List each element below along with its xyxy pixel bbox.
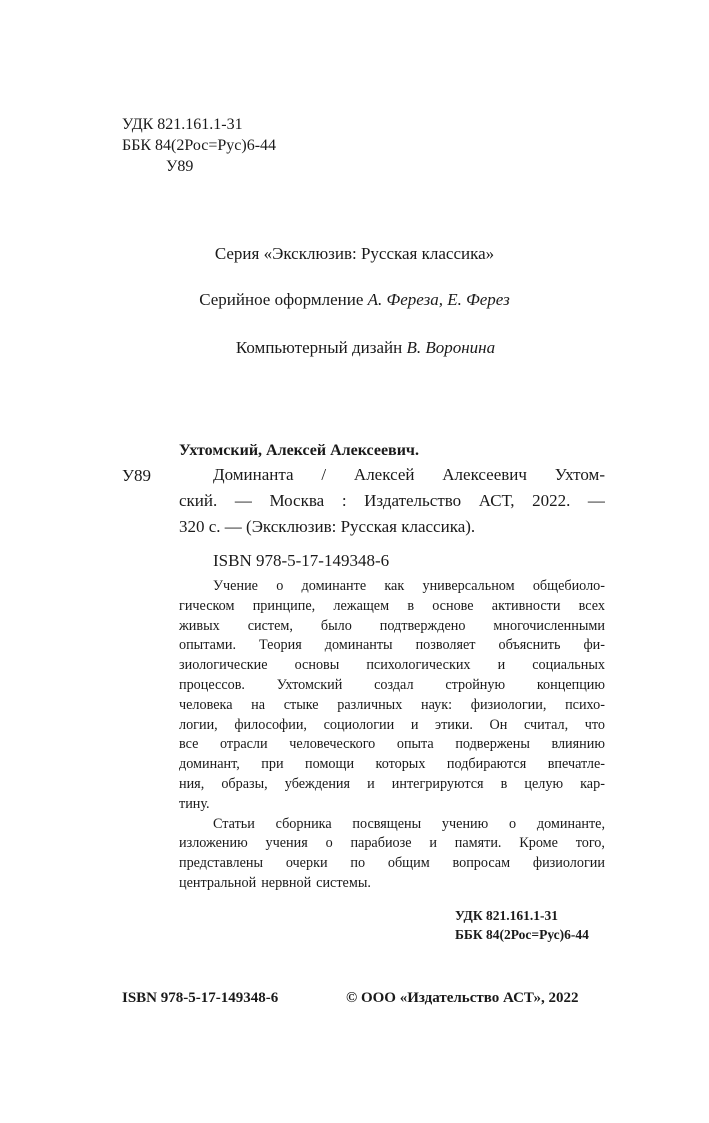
word: системы. (316, 874, 371, 891)
word: социальных (532, 657, 605, 674)
computer-design-name: В. Воронина (406, 338, 496, 357)
bibliographic-description (179, 462, 605, 540)
word: общебиоло- (532, 578, 605, 594)
word: / (321, 465, 327, 484)
annotation-line (179, 597, 605, 617)
series-title: Серия «Эксклюзив: Русская классика» (214, 244, 495, 263)
word: Алексеевич (442, 465, 527, 484)
word: доминанте, (536, 815, 605, 832)
word: философии, (234, 716, 307, 733)
annotation-line (179, 676, 605, 696)
word: — (234, 491, 252, 510)
word: основе (432, 597, 474, 614)
word: Статьи (213, 815, 255, 832)
word: очерки (285, 855, 328, 872)
word: всех (578, 597, 605, 614)
annotation-line (179, 716, 605, 736)
word: учения (265, 835, 308, 852)
word: о (276, 578, 284, 594)
word: впечатле- (547, 756, 605, 773)
bibliographic-author-mark: У89 (122, 466, 152, 485)
word: помощи (305, 756, 355, 773)
top-classification-codes (122, 114, 276, 177)
word: подвержены (455, 736, 530, 753)
word: многочисленными (493, 617, 605, 634)
word: по (350, 855, 366, 872)
word: и (429, 835, 437, 852)
computer-design-credit (0, 338, 709, 358)
word: стройную (445, 676, 506, 693)
word: принципе, (252, 597, 316, 614)
series-design-credit (0, 290, 709, 310)
word: Кроме (519, 835, 558, 852)
annotation-line (179, 834, 605, 854)
word: человека (179, 696, 233, 713)
word: в (500, 775, 508, 792)
word: изложению (179, 835, 248, 852)
word: Издательство (364, 491, 462, 510)
word: гическом (179, 597, 235, 614)
word: стыке (283, 696, 319, 713)
description-line (179, 514, 605, 540)
word: как (384, 578, 405, 594)
word: убеждения (284, 775, 351, 792)
word: 320 с. — (Эксклюзив: Русская классика). (179, 517, 476, 536)
annotation-line (179, 795, 605, 815)
word: отрасли (219, 736, 268, 753)
word: Москва (269, 491, 325, 510)
footer-copyright: © ООО «Издательство АСТ», 2022 (346, 990, 579, 1006)
word: — (587, 491, 605, 510)
annotation-line (179, 854, 605, 874)
description-line (179, 488, 605, 514)
word: при (261, 756, 284, 773)
word: фи- (583, 637, 605, 654)
description-line (179, 462, 605, 488)
word: АСТ, (478, 491, 515, 510)
word: вопросам (452, 855, 511, 872)
word: психо- (565, 696, 605, 713)
word: систем, (247, 617, 293, 634)
annotation-line (179, 617, 605, 637)
word: доминанте (301, 578, 367, 594)
author-heading: Ухтомский, Алексей Алексеевич. (179, 442, 419, 459)
word: живых (179, 617, 220, 634)
word: объяснить (498, 637, 561, 654)
word: Ухтомский (276, 676, 343, 693)
word: о (509, 815, 517, 832)
word: сборника (275, 815, 332, 832)
word: влиянию (551, 736, 605, 753)
word: активности (491, 597, 561, 614)
word: Ухтом- (554, 465, 605, 484)
word: в (407, 597, 415, 614)
word: образы, (221, 775, 268, 792)
annotation-line (179, 636, 605, 656)
word: процессов. (179, 676, 245, 693)
word: ский. (179, 491, 218, 510)
word: о (325, 835, 333, 852)
annotation-line (179, 755, 605, 775)
word: Учение (213, 578, 258, 594)
bottom-udk-code: УДК 821.161.1-31 (455, 908, 558, 923)
footer-isbn: ISBN 978-5-17-149348-6 (122, 990, 279, 1006)
word: психологических (366, 657, 471, 674)
word: физиологии (532, 855, 605, 872)
word: Алексей (353, 465, 415, 484)
udk-code: УДК 821.161.1-31 (122, 116, 243, 133)
word: и (497, 657, 506, 674)
bottom-bbk-code: ББК 84(2Рос=Рус)6-44 (455, 927, 589, 942)
word: центральной (179, 874, 257, 891)
word: тину. (179, 795, 210, 812)
word: нервной (261, 874, 312, 891)
word: зиологические (179, 657, 268, 674)
word: которых (375, 756, 426, 773)
isbn-record: ISBN 978-5-17-149348-6 (213, 551, 390, 570)
word: наук: (420, 696, 453, 713)
word: социологии (323, 716, 395, 733)
word: опытами. (179, 637, 237, 654)
annotation-text (179, 577, 605, 894)
series-design-names: А. Фереза, Е. Ферез (367, 290, 510, 309)
word: опыта (396, 736, 434, 753)
word: создал (374, 676, 414, 693)
word: : (341, 491, 347, 510)
word: все (179, 736, 199, 753)
word: человеческого (289, 736, 376, 753)
annotation-line (179, 735, 605, 755)
bbk-code: ББК 84(2Рос=Рус)6-44 (122, 137, 277, 154)
bottom-classification-codes (455, 906, 589, 944)
word: подтверждено (379, 617, 466, 634)
word: памяти. (454, 835, 502, 852)
annotation-line (179, 874, 605, 894)
word: того, (575, 835, 605, 852)
word: что (584, 716, 605, 733)
word: парабиозе (350, 835, 412, 852)
word: ния, (179, 775, 205, 792)
word: физиологии, (470, 696, 547, 713)
word: кар- (580, 775, 605, 792)
word: подбираются (446, 756, 527, 773)
word: концепцию (536, 676, 605, 693)
word: доминанты (324, 637, 393, 654)
annotation-line (179, 577, 605, 597)
series-design-label: Серийное оформление (199, 290, 364, 309)
word: 2022. (532, 491, 571, 510)
word: этики. (435, 716, 473, 733)
annotation-line (179, 656, 605, 676)
word: различных (337, 696, 403, 713)
annotation-line (179, 815, 605, 835)
word: логии, (179, 716, 218, 733)
word: представлены (179, 855, 263, 872)
annotation-line (179, 775, 605, 795)
word: универсальном (422, 578, 515, 594)
author-mark: У89 (166, 158, 194, 175)
word: целую (524, 775, 564, 792)
word: лежащем (333, 597, 390, 614)
word: общим (387, 855, 430, 872)
word: позволяет (415, 637, 476, 654)
word: и (367, 775, 375, 792)
word: на (251, 696, 266, 713)
word: и (410, 716, 419, 733)
word: Он (489, 716, 508, 733)
word: было (320, 617, 352, 634)
word: интегрируются (391, 775, 484, 792)
word: посвящены (352, 815, 422, 832)
annotation-line (179, 696, 605, 716)
word: учению (441, 815, 489, 832)
word: Доминанта (213, 465, 294, 484)
word: доминант, (179, 756, 240, 773)
word: основы (294, 657, 340, 674)
word: считал, (523, 716, 569, 733)
word: Теория (259, 637, 302, 654)
computer-design-label: Компьютерный дизайн (235, 338, 403, 357)
